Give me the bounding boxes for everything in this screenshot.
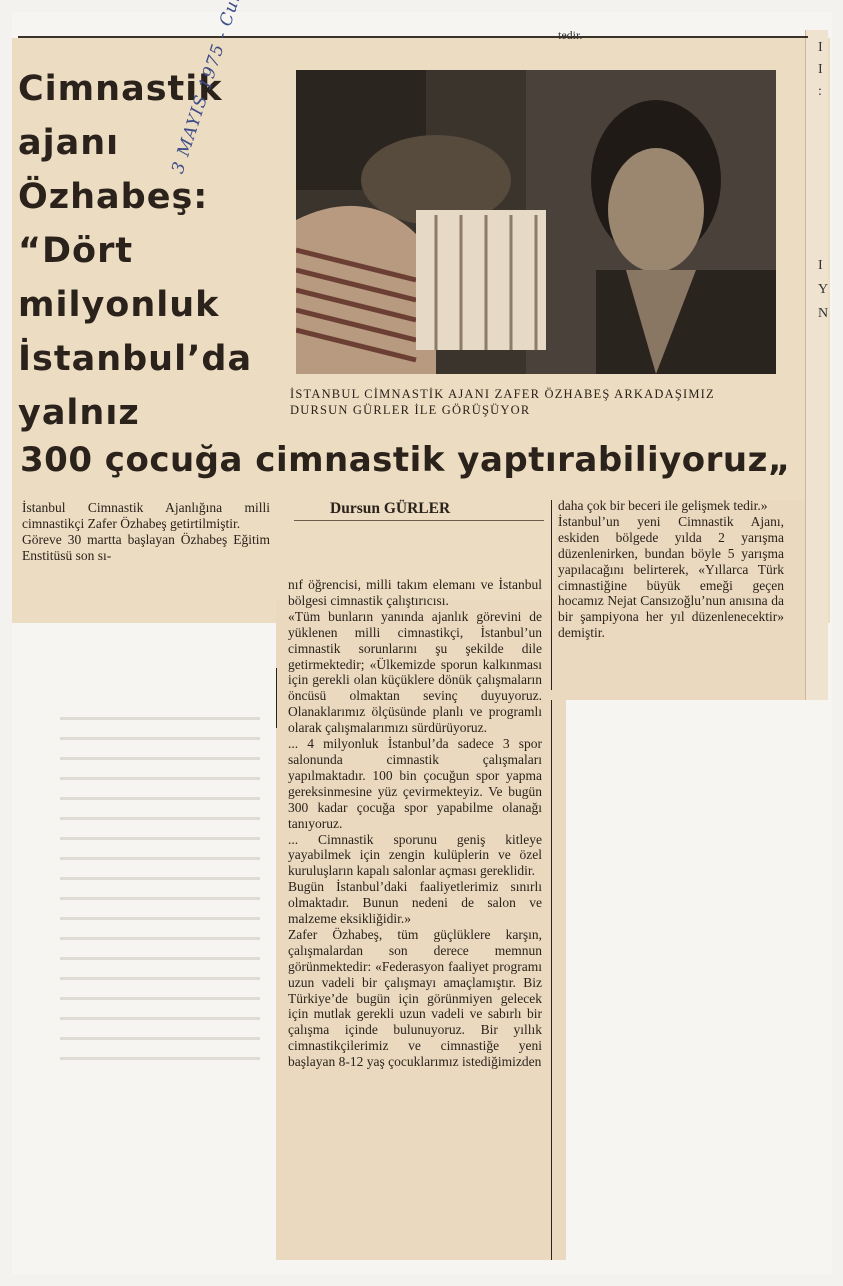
- paragraph: daha çok bir beceri ile gelişmek tedir.»: [558, 498, 768, 513]
- headline-subtitle: 300 çocuğa cimnastik yaptırabiliyoruz„: [20, 440, 791, 480]
- headline: [18, 62, 288, 440]
- paragraph: Göreve 30 martta başlayan Özhabeş Eğitim Enstitüsü son sı-: [22, 531, 270, 563]
- photo-caption: [290, 386, 810, 418]
- headline-line: milyonluk: [18, 285, 220, 325]
- headline-line: “Dört: [18, 231, 134, 271]
- headline-line: yalnız: [18, 393, 140, 433]
- edge-char: :: [818, 84, 822, 99]
- caption-line: DURSUN GÜRLER İLE GÖRÜŞÜYOR: [290, 403, 531, 417]
- paragraph: «Tüm bunların yanında ajanlık görevini de yüklenen milli cimnastikçi, İstanbul’un cimnastik sorunlarını şu şekilde dile getirmektedir; «Ülkemizde sporun kalkınması için gerekli olan küçüklere dönük çalışmaların öncüsü olmaktan sevinç duyuyoruz. Olanaklarımız ölçüsünde planlı ve programlı olarak çalışmalarımızı sürdürüyoruz.: [288, 608, 542, 736]
- top-rule: [18, 36, 808, 38]
- paragraph: nıf öğrencisi, milli takım elemanı ve İstanbul bölgesi cimnastik çalıştırıcısı.: [288, 577, 542, 608]
- edge-char: N: [818, 306, 829, 321]
- previous-article-fragment: tedir.: [558, 28, 583, 42]
- column-divider: [551, 500, 552, 690]
- headline-line: İstanbul’da: [18, 339, 253, 379]
- paragraph: İstanbul Cimnastik Ajanlığına milli cimnastikçi Zafer Özhabeş getirtilmiştir.: [22, 500, 270, 531]
- edge-char: I: [818, 40, 823, 55]
- column-2: [288, 577, 542, 1070]
- edge-char: I: [818, 62, 823, 77]
- byline-rule: [294, 520, 544, 521]
- column-3: [558, 498, 784, 641]
- edge-char: Y: [818, 282, 829, 297]
- column-divider: [276, 668, 277, 728]
- paragraph: ... Cimnastik sporunu geniş kitleye yayabilmek için zengin kulüplerin ve özel kuruluşların kapalı salonlar açması gereklidir.: [288, 831, 542, 879]
- paragraph: İstanbul’un yeni Cimnastik Ajanı, eskiden bölgede yılda 2 yarışma düzenlenirken, bundan böyle 5 yarışma yapılacağını belirterek, «Yıllarca Türk cimnastiğine büyük emeği geçen hocamız Nejat Cansızoğlu’nun anısına da bir şampiyona her yıl düzenlenecektir» demiştir.: [558, 513, 784, 641]
- paragraph: Zafer Özhabeş, tüm güçlüklere karşın, çalışmalardan son derece memnun görünmektedir: «Federasyon faaliyet programı uzun vadeli bir çalışmayı amaçlamıştır. Biz Türkiye’de bugün için görünmiyen gelecek için mutlak gerekli uzun vadeli ve sabırlı bir çalışma içinde bulunuyoruz. Bir yıllık cimnastikçilerimiz ve cimnastiğe yeni başlayan 8-12 yaş çocuklarımız istediğimizden: [288, 926, 542, 1070]
- show-through-text: [60, 700, 260, 1077]
- edge-char: I: [818, 258, 823, 273]
- headline-line: ajanı: [18, 123, 120, 163]
- column-1: [22, 500, 270, 564]
- caption-line: İSTANBUL CİMNASTİK AJANI ZAFER ÖZHABEŞ ARKADAŞIMIZ: [290, 387, 715, 401]
- paragraph: ... 4 milyonluk İstanbul’da sadece 3 spor salonunda cimnastik çalışmaları yapılmaktadır. 100 bin çocuğun spor yapma gereksinmesine yüz çevirmekteyiz. Ve bugün 300 kadar çocuğa spor yapabilme olanağı tanıyoruz.: [288, 736, 542, 831]
- headline-line: Cimnastik: [18, 69, 223, 109]
- headline-line: Özhabeş:: [18, 177, 209, 217]
- byline: Dursun GÜRLER: [330, 500, 451, 517]
- adjacent-page-edge: [805, 30, 828, 700]
- photo-illustration: [296, 70, 776, 374]
- article-photo: [296, 70, 776, 374]
- column-divider: [551, 700, 552, 1260]
- paragraph: Bugün İstanbul’daki faaliyetlerimiz sınırlı olmaktadır. Bunun nedeni de salon ve malzeme eksikliğidir.»: [288, 879, 542, 927]
